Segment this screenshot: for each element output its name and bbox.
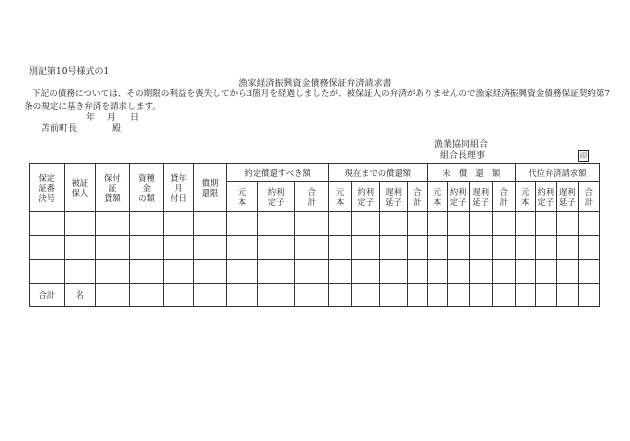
header-scheduled-repayment: 約定償還すべき額: [227, 164, 329, 182]
body-text-content: 下記の債務については、その期限の利益を喪失してから3箇月を経過しましたが、被保証人の弁済がありませんので漁家経済振興資金債務保証契約第7条の規定に基き弁済を請求します。: [24, 89, 610, 112]
addressee: 苫前町長: [41, 124, 78, 134]
sub-g4-late-interest: 遅利 延子: [556, 182, 578, 212]
header-guarantee-number: 保定 証番 決号: [30, 164, 65, 212]
header-guaranteed-person: 被証 保人: [64, 164, 95, 212]
date-year-label: 年: [86, 113, 96, 123]
header-repaid-to-date: 現在までの償還額: [329, 164, 428, 182]
sub-g1-interest: 約利 定子: [257, 182, 295, 212]
total-row: [30, 284, 600, 307]
sub-g4-total: 合 計: [578, 182, 599, 212]
table-row: [30, 212, 600, 236]
sub-g2-interest: 約利 定子: [352, 182, 380, 212]
guarantee-table: [29, 163, 600, 307]
form-title: 漁家経済振興資金債務保証弁済請求書: [238, 79, 392, 89]
sub-g3-principal: 元 本: [427, 182, 447, 212]
form-number: 別記第10号様式の1: [29, 67, 110, 77]
sub-g4-principal: 元 本: [515, 182, 535, 212]
sub-g3-interest: 約利 定子: [447, 182, 469, 212]
body-text: [24, 88, 610, 114]
date-day-label: 日: [130, 113, 140, 123]
header-unrepaid: 未 償 還 額: [427, 164, 515, 182]
header-loan-amount: 保付 証 貸額: [96, 164, 130, 212]
sender-org: 漁業協同組合: [434, 140, 489, 150]
sub-g1-total: 合 計: [295, 182, 329, 212]
sub-g2-total: 合 計: [407, 182, 427, 212]
seal-mark: 印: [580, 152, 587, 160]
table-row: [30, 260, 600, 284]
addressee-honorific: 殿: [112, 124, 122, 134]
sub-g2-principal: 元 本: [329, 182, 352, 212]
sub-g1-principal: 元 本: [227, 182, 257, 212]
date-month-label: 月: [107, 113, 117, 123]
header-repayment-deadline: 償期 還限: [193, 164, 227, 212]
header-subrogation-claim: 代位弁済請求額: [515, 164, 599, 182]
header-fund-type: 資種 金 の類: [129, 164, 164, 212]
count-label: 名: [64, 284, 95, 307]
sub-g3-total: 合 計: [492, 182, 515, 212]
sender-title: 組合長理事: [440, 151, 486, 161]
sub-g3-late-interest: 遅利 延子: [469, 182, 492, 212]
header-row-1: [30, 164, 600, 182]
sub-g2-late-interest: 遅利 延子: [380, 182, 407, 212]
table-row: [30, 236, 600, 260]
total-label: 合計: [30, 284, 65, 307]
sub-g4-interest: 約利 定子: [535, 182, 556, 212]
header-loan-date: 貸年 月 付日: [164, 164, 193, 212]
